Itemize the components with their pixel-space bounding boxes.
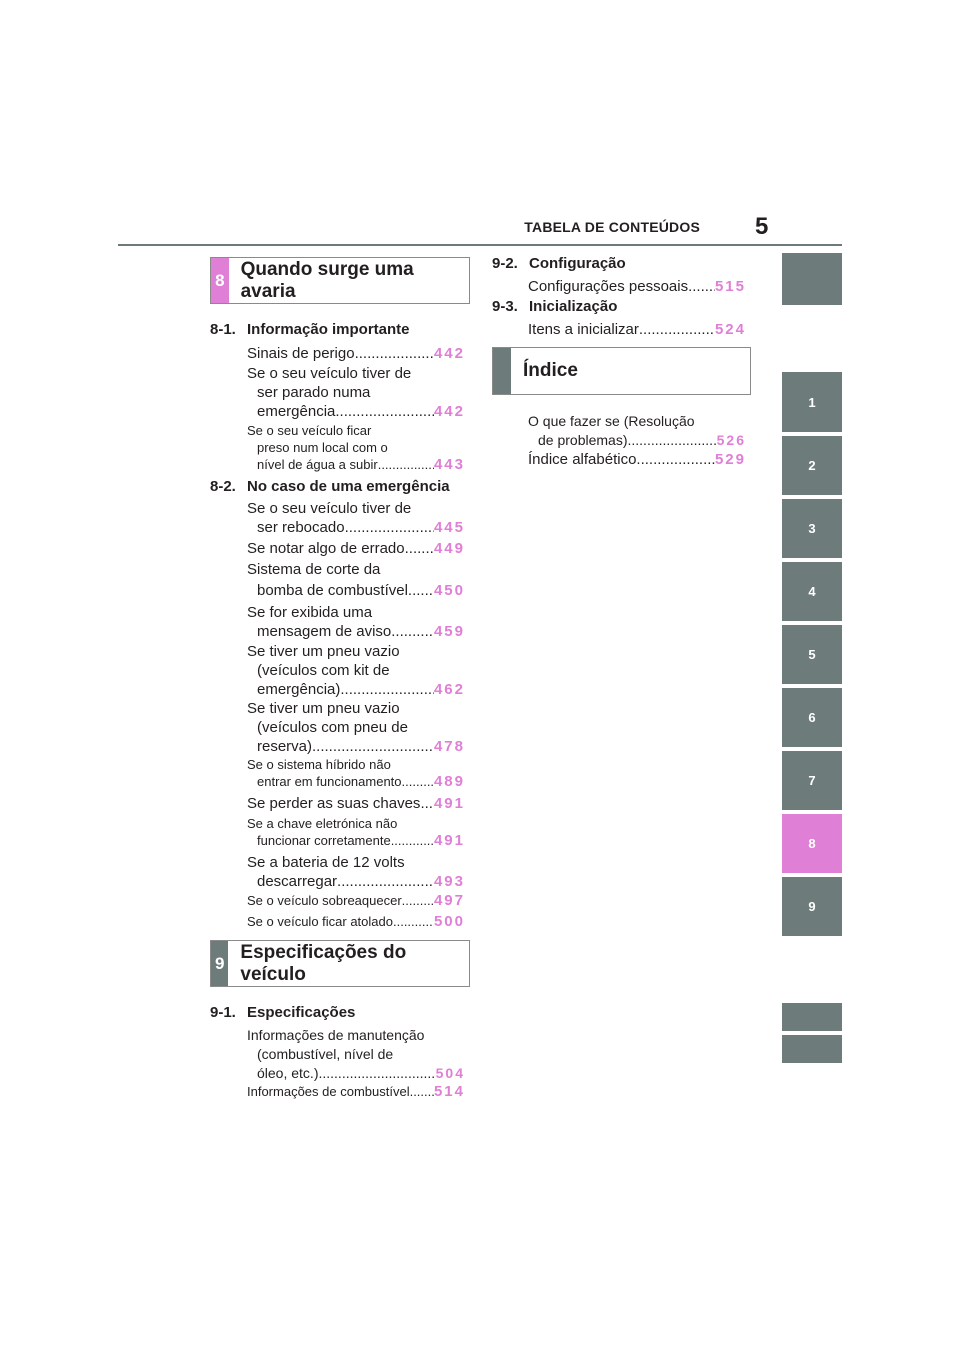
- subsection-title: Especificações: [247, 1004, 356, 1021]
- entry-page[interactable]: 529: [714, 451, 746, 468]
- tab-chapter-1[interactable]: 1: [782, 372, 842, 432]
- subsection-title: Configuração: [529, 255, 626, 272]
- tab-chapter-5[interactable]: 5: [782, 625, 842, 684]
- entry-page[interactable]: 478: [433, 738, 465, 755]
- entry-text: emergência): [257, 681, 341, 698]
- entry-text: Se o sistema híbrido não: [247, 757, 391, 772]
- section-9-number: 9: [211, 941, 228, 986]
- entry-page[interactable]: 491: [433, 832, 465, 849]
- entry-text: de problemas): [538, 432, 628, 448]
- toc-entry[interactable]: [247, 344, 465, 363]
- entry-text: entrar em funcionamento: [257, 774, 402, 789]
- entry-page[interactable]: 500: [433, 913, 465, 930]
- toc-entry[interactable]: [528, 412, 746, 450]
- tab-blank-top[interactable]: [782, 253, 842, 305]
- entry-page[interactable]: 442: [433, 403, 465, 420]
- header-title: TABELA DE CONTEÚDOS: [524, 219, 700, 235]
- entry-text: preso num local com o: [257, 440, 388, 455]
- entry-text: (veículos com pneu de: [257, 719, 408, 736]
- entry-page[interactable]: 491: [433, 795, 465, 812]
- entry-text: funcionar corretamente: [257, 833, 391, 848]
- tab-chapter-4[interactable]: 4: [782, 562, 842, 621]
- entry-text: Se perder as suas chaves: [247, 795, 421, 812]
- subsection-9-3: [492, 298, 617, 315]
- entry-page[interactable]: 504: [435, 1065, 465, 1081]
- entry-text: Sinais de perigo: [247, 345, 355, 362]
- entry-text: ser parado numa: [257, 384, 371, 401]
- tab-chapter-2[interactable]: 2: [782, 436, 842, 495]
- entry-text: Se a bateria de 12 volts: [247, 854, 405, 871]
- entry-text: Se o seu veículo tiver de: [247, 365, 412, 382]
- entry-text: Se o veículo sobreaquecer: [247, 893, 402, 908]
- entry-page[interactable]: 462: [433, 681, 465, 698]
- section-8-number: 8: [211, 258, 229, 303]
- toc-entry[interactable]: [528, 277, 746, 296]
- toc-entry[interactable]: [247, 794, 465, 813]
- entry-text: (veículos com kit de: [257, 662, 390, 679]
- subsection-9-2: [492, 255, 626, 272]
- tab-blank-bottom-1[interactable]: [782, 1003, 842, 1031]
- entry-text: Se tiver um pneu vazio: [247, 643, 400, 660]
- entry-text: mensagem de aviso: [257, 623, 392, 640]
- toc-entry[interactable]: [247, 892, 465, 909]
- entry-text: O que fazer se (Resolução: [528, 413, 695, 429]
- entry-page[interactable]: 449: [433, 540, 465, 557]
- entry-text: Informações de combustível: [247, 1084, 410, 1099]
- tab-chapter-6[interactable]: 6: [782, 688, 842, 747]
- subsection-8-2: [210, 478, 450, 495]
- index-section-box: [492, 347, 751, 395]
- subsection-title: Inicialização: [529, 298, 618, 315]
- entry-text: Se o seu veículo tiver de: [247, 500, 412, 517]
- toc-entry[interactable]: [528, 450, 746, 469]
- entry-page[interactable]: 450: [433, 582, 465, 599]
- toc-entry[interactable]: [247, 815, 465, 849]
- subsection-code: 9-3.: [492, 298, 518, 315]
- entry-text: bomba de combustível: [257, 582, 408, 599]
- entry-page[interactable]: 443: [433, 456, 465, 473]
- entry-text: (combustível, nível de: [257, 1046, 394, 1062]
- entry-text: reserva): [257, 738, 313, 755]
- entry-text: Índice alfabético: [528, 451, 637, 468]
- entry-page[interactable]: 489: [433, 773, 465, 790]
- subsection-8-1: [210, 321, 410, 338]
- section-8-title: Quando surge uma avaria: [240, 258, 414, 302]
- toc-entry[interactable]: [247, 559, 465, 601]
- entry-page[interactable]: 524: [714, 321, 746, 338]
- toc-entry[interactable]: [247, 853, 465, 891]
- toc-entry[interactable]: [247, 499, 465, 537]
- entry-text: Se tiver um pneu vazio: [247, 700, 400, 717]
- entry-text: Se a chave eletrónica não: [247, 816, 398, 831]
- toc-entry[interactable]: [247, 422, 465, 473]
- section-9-title: Especificações do veículo: [240, 941, 407, 985]
- entry-text: nível de água a subir: [257, 457, 378, 472]
- tab-chapter-9[interactable]: 9: [782, 877, 842, 936]
- toc-entry[interactable]: [528, 320, 746, 339]
- section-8-box: [210, 257, 470, 304]
- subsection-title: Informação importante: [247, 321, 410, 338]
- tab-chapter-3[interactable]: 3: [782, 499, 842, 558]
- toc-entry[interactable]: [247, 364, 465, 421]
- entry-page[interactable]: 514: [433, 1083, 465, 1100]
- entry-text: Se notar algo de errado: [247, 540, 405, 557]
- subsection-9-1: [210, 1004, 355, 1021]
- toc-entry[interactable]: [247, 699, 465, 756]
- toc-entry[interactable]: [247, 1026, 465, 1083]
- entry-text: Configurações pessoais: [528, 278, 689, 295]
- entry-page[interactable]: 442: [433, 345, 465, 362]
- subsection-code: 9-1.: [210, 1004, 236, 1021]
- tab-chapter-8[interactable]: 8: [782, 814, 842, 873]
- entry-text: Informações de manutenção: [247, 1027, 425, 1043]
- page-number: 5: [755, 213, 769, 240]
- toc-entry[interactable]: [247, 539, 465, 558]
- entry-page[interactable]: 526: [716, 432, 746, 448]
- index-section-title: Índice: [523, 360, 578, 381]
- entry-page[interactable]: 459: [433, 623, 465, 640]
- toc-entry[interactable]: [247, 913, 465, 930]
- toc-entry[interactable]: [247, 603, 465, 641]
- entry-text: Se o seu veículo ficar: [247, 423, 372, 438]
- entry-page[interactable]: 515: [714, 278, 746, 295]
- subsection-code: 8-1.: [210, 321, 236, 338]
- entry-page[interactable]: 493: [433, 873, 465, 890]
- entry-page[interactable]: 445: [433, 519, 465, 536]
- entry-text: Se o veículo ficar atolado: [247, 914, 393, 929]
- toc-entry[interactable]: [247, 756, 465, 790]
- entry-text: Sistema de corte da: [247, 561, 381, 578]
- tab-chapter-7[interactable]: 7: [782, 751, 842, 810]
- entry-text: óleo, etc.): [257, 1065, 319, 1081]
- subsection-code: 8-2.: [210, 478, 236, 495]
- entry-text: ser rebocado: [257, 519, 345, 536]
- entry-text: Itens a inicializar: [528, 321, 639, 338]
- header-divider: [118, 244, 842, 246]
- subsection-title: No caso de uma emergência: [247, 478, 450, 495]
- entry-text: Se for exibida uma: [247, 604, 373, 621]
- entry-text: descarregar: [257, 873, 338, 890]
- section-9-box: [210, 940, 470, 987]
- tab-blank-bottom-2[interactable]: [782, 1035, 842, 1063]
- toc-entry[interactable]: [247, 642, 465, 699]
- entry-page[interactable]: 497: [433, 892, 465, 909]
- entry-text: emergência: [257, 403, 336, 420]
- toc-entry[interactable]: [247, 1083, 465, 1100]
- index-section-marker: [493, 348, 511, 394]
- subsection-code: 9-2.: [492, 255, 518, 272]
